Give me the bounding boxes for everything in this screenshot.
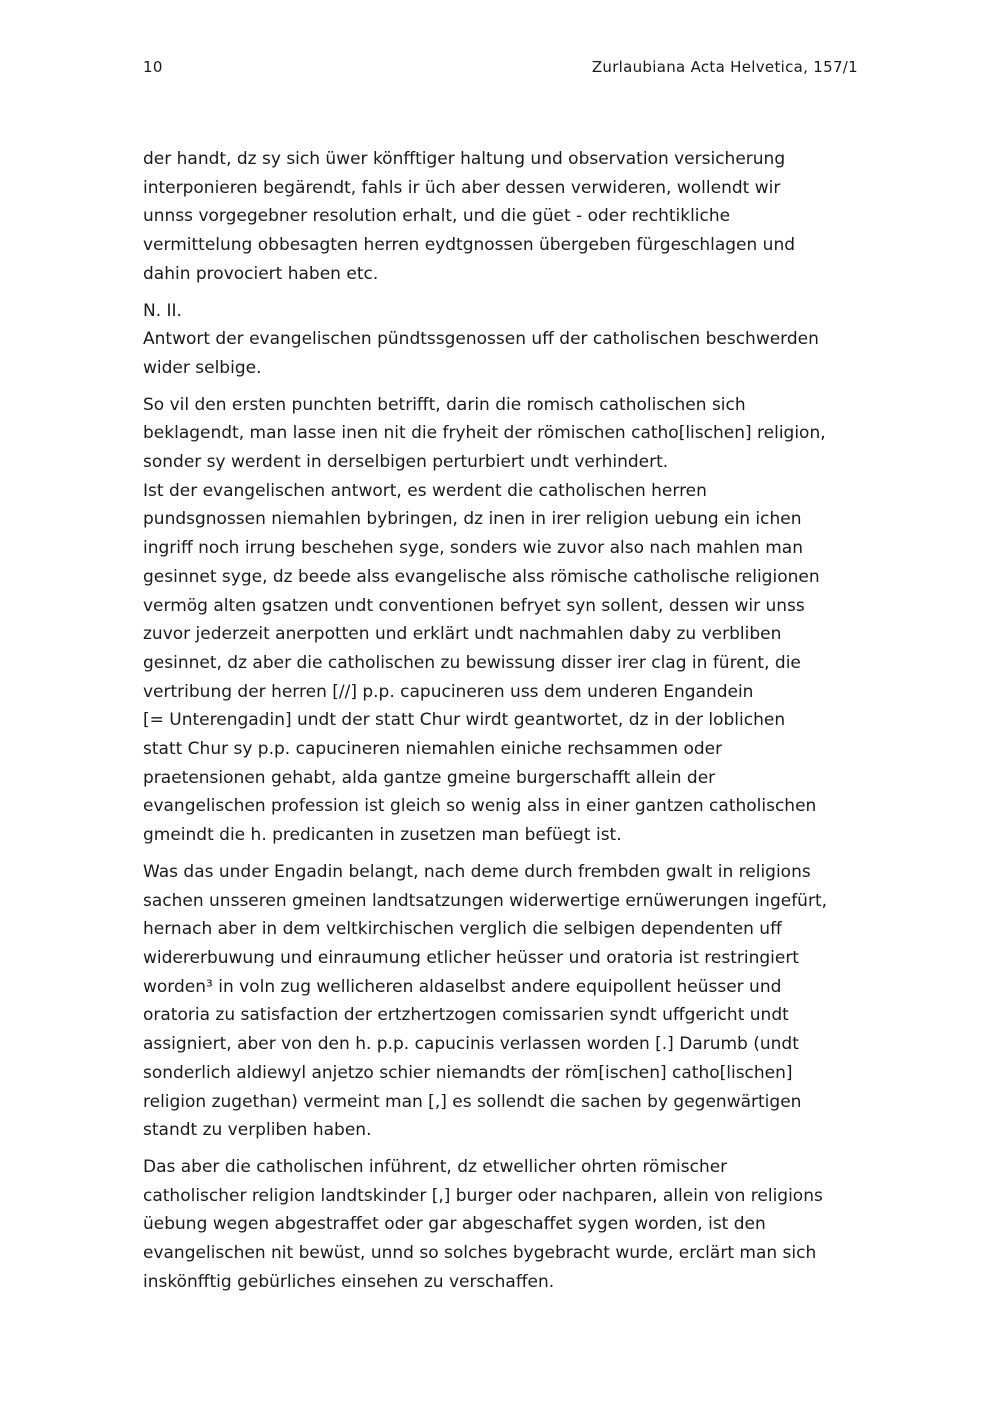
running-title: Zurlaubiana Acta Helvetica, 157/1 bbox=[591, 58, 858, 76]
text-line: Antwort der evangelischen pündtssgenossen uff der catholischen beschwerden bbox=[143, 329, 819, 350]
paragraph bbox=[143, 1153, 858, 1297]
text-line: beklagendt, man lasse inen nit die fryheit der römischen catho[lischen] religion, bbox=[143, 423, 826, 444]
text-line: religion zugethan) vermeint man [,] es sollendt die sachen by gegenwärtigen bbox=[143, 1091, 802, 1112]
text-line: gmeindt die h. predicanten in zusetzen man befüegt ist. bbox=[143, 825, 622, 846]
text-line: evangelischen nit bewüst, unnd so solches bygebracht wurde, erclärt man sich bbox=[143, 1243, 817, 1264]
text-line: gesinnet syge, dz beede alss evangelische alss römische catholische religionen bbox=[143, 566, 820, 587]
text-line: Das aber die catholischen inführent, dz etwellicher ohrten römischer bbox=[143, 1156, 728, 1177]
document-body bbox=[143, 145, 858, 1304]
text-line: unnss vorgegebner resolution erhalt, und die güet - oder rechtikliche bbox=[143, 206, 731, 227]
text-line: der handt, dz sy sich üwer könfftiger haltung und observation versicherung bbox=[143, 149, 786, 169]
paragraph bbox=[143, 391, 858, 850]
text-line: assigniert, aber von den h. p.p. capucinis verlassen worden [.] Darumb (undt bbox=[143, 1034, 799, 1055]
text-line: catholischer religion landtskinder [,] burger oder nachparen, allein von religions bbox=[143, 1185, 823, 1206]
text-line: zuvor jederzeit anerpotten und erklärt undt nachmahlen daby zu verbliben bbox=[143, 624, 782, 645]
text-line: [= Unterengadin] undt der statt Chur wirdt geantwortet, dz in der loblichen bbox=[143, 710, 786, 731]
text-line: vertribung der herren [//] p.p. capucineren uss dem underen Engandein bbox=[143, 681, 754, 702]
text-line: worden³ in voln zug wellicheren aldaselbst andere equipollent heüsser und bbox=[143, 976, 782, 997]
text-line: inskönfftig gebürliches einsehen zu verschaffen. bbox=[143, 1271, 555, 1292]
paragraph bbox=[143, 858, 858, 1145]
text-line: vermittelung obbesagten herren eydtgnossen übergeben fürgeschlagen und bbox=[143, 235, 796, 256]
text-line: evangelischen profession ist gleich so wenig alss in einer gantzen catholischen bbox=[143, 796, 817, 817]
text-line: Was das under Engadin belangt, nach deme durch frembden gwalt in religions bbox=[143, 861, 811, 882]
text-line: sachen unsseren gmeinen landtsatzungen widerwertige ernüwerungen ingefürt, bbox=[143, 890, 828, 911]
text-line: sonder sy werdent in derselbigen perturbiert undt verhindert. bbox=[143, 452, 669, 473]
text-line: ingriff noch irrung beschehen syge, sonders wie zuvor also nach mahlen man bbox=[143, 538, 803, 559]
text-line: widererbuwung und einraumung etlicher heüsser und oratoria ist restringiert bbox=[143, 947, 799, 968]
text-line: pundsgnossen niemahlen bybringen, dz inen in irer religion uebung ein ichen bbox=[143, 509, 802, 530]
text-line: praetensionen gehabt, alda gantze gmeine burgerschafft allein der bbox=[143, 767, 716, 788]
section-number: N. II. bbox=[143, 300, 182, 321]
text-line: So vil den ersten punchten betrifft, darin die romisch catholischen sich bbox=[143, 394, 746, 415]
text-line: gesinnet, dz aber die catholischen zu bewissung disser irer clag in fürent, die bbox=[143, 652, 801, 673]
text-line: wider selbige. bbox=[143, 357, 262, 378]
text-line: statt Chur sy p.p. capucineren niemahlen einiche rechsammen oder bbox=[143, 739, 723, 760]
page-header bbox=[143, 58, 858, 78]
text-line: interponieren begärendt, fahls ir üch aber dessen verwideren, wollendt wir bbox=[143, 177, 781, 198]
text-line: sonderlich aldiewyl anjetzo schier niemandts der röm[ischen] catho[lischen] bbox=[143, 1062, 793, 1083]
text-line: Ist der evangelischen antwort, es werdent die catholischen herren bbox=[143, 480, 707, 501]
text-line: hernach aber in dem veltkirchischen verglich die selbigen dependenten uff bbox=[143, 919, 782, 940]
text-line: üebung wegen abgestraffet oder gar abgeschaffet sygen worden, ist den bbox=[143, 1214, 766, 1235]
paragraph bbox=[143, 145, 858, 289]
text-line: dahin provociert haben etc. bbox=[143, 263, 379, 284]
text-line: vermög alten gsatzen undt conventionen befryet syn sollent, dessen wir unss bbox=[143, 595, 805, 616]
text-line: standt zu verpliben haben. bbox=[143, 1120, 372, 1141]
text-line: oratoria zu satisfaction der ertzhertzogen comissarien syndt uffgericht undt bbox=[143, 1005, 789, 1026]
paragraph bbox=[143, 297, 858, 383]
page-number: 10 bbox=[143, 58, 163, 76]
